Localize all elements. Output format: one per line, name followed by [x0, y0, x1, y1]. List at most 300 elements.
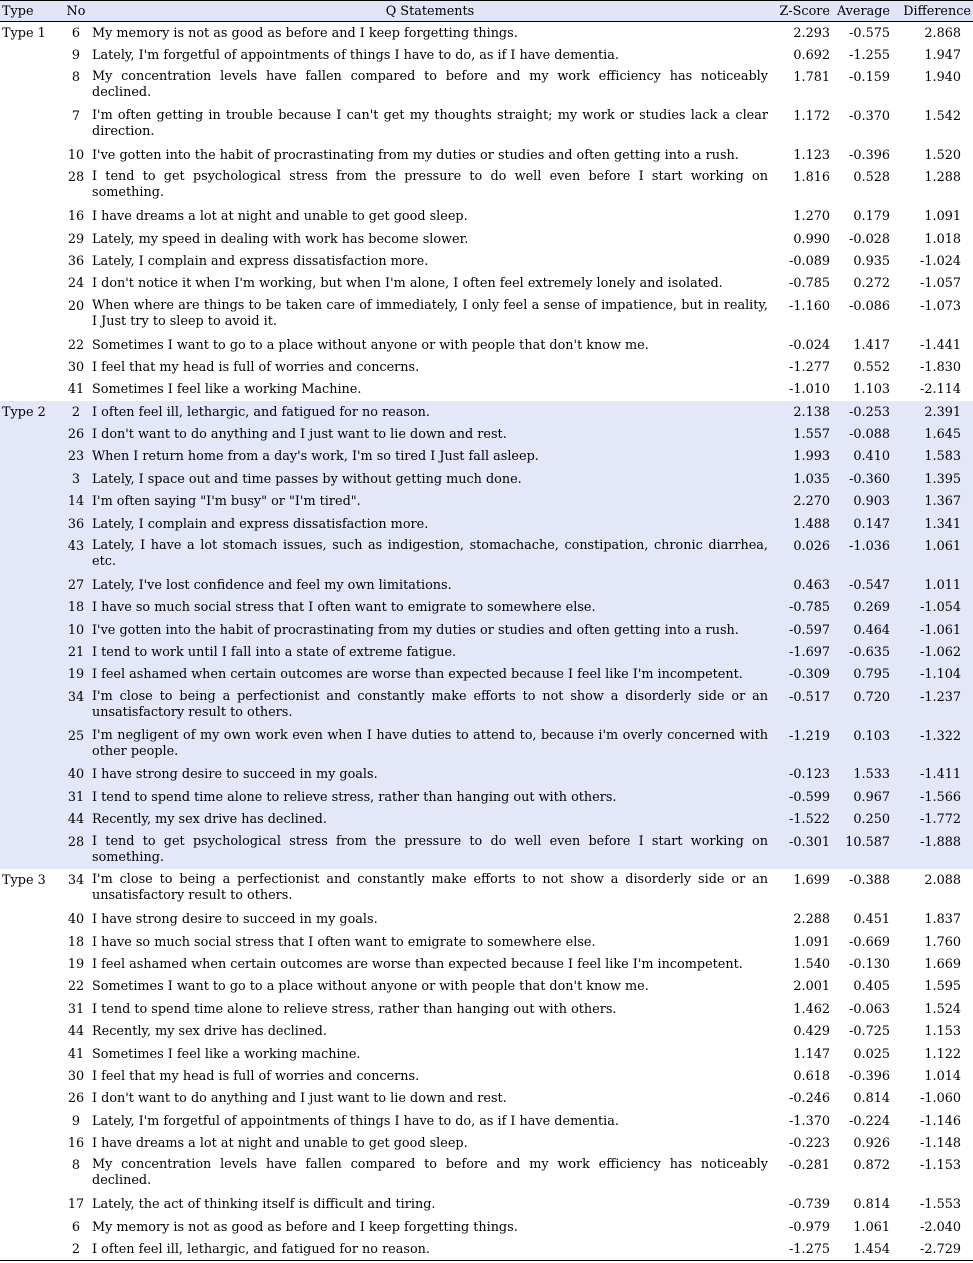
average-cell: 0.552: [853, 359, 890, 375]
type-cell: [0, 295, 62, 334]
statement-text-cell: I feel ashamed when certain outcomes are worse than expected because I feel like I'm incompetent.: [92, 956, 743, 972]
statement-text-cell: I've gotten into the habit of procrastinating from my duties or studies and often getting into a rush.: [92, 147, 739, 163]
table-row: [0, 250, 973, 272]
difference-cell: -1.566: [920, 789, 961, 805]
z-score-cell: 0.618: [793, 1068, 830, 1084]
type-cell: [0, 513, 62, 535]
average-cell: 1.061: [853, 1219, 890, 1235]
z-score-cell: 1.091: [793, 934, 830, 950]
statement-text-cell: I tend to get psychological stress from the pressure to do well even before I start working on something.: [92, 169, 768, 201]
type-cell: [0, 808, 62, 830]
difference-cell: -1.060: [920, 1091, 961, 1107]
difference-cell: 1.542: [924, 109, 961, 125]
z-score-cell: 1.540: [793, 956, 830, 972]
statement-no-cell: 41: [67, 382, 85, 398]
statement-no-cell: 29: [67, 231, 85, 247]
table-row: [0, 144, 973, 166]
statement-text-cell: I've gotten into the habit of procrastinating from my duties or studies and often getting into a rush.: [92, 622, 739, 638]
z-score-cell: -0.309: [789, 667, 830, 683]
average-cell: 0.967: [853, 789, 890, 805]
difference-cell: -1.153: [920, 1158, 961, 1174]
statement-no-cell: 10: [67, 147, 85, 163]
table-row: [0, 1216, 973, 1238]
z-score-cell: -0.089: [789, 253, 830, 269]
statement-no-cell: 18: [67, 600, 85, 616]
table-row: [0, 401, 973, 423]
z-score-cell: 0.463: [793, 577, 830, 593]
statement-no-cell: 28: [67, 834, 85, 850]
statement-text-cell: I have so much social stress that I often want to emigrate to somewhere else.: [92, 934, 596, 950]
z-score-cell: -0.024: [789, 337, 830, 353]
statement-no-cell: 16: [67, 1136, 85, 1152]
statement-no-cell: 3: [71, 471, 81, 487]
statement-text-cell: I tend to spend time alone to relieve stress, rather than hanging out with others.: [92, 1001, 617, 1017]
average-cell: 0.935: [853, 253, 890, 269]
average-cell: -0.253: [849, 404, 890, 420]
statement-no-cell: 21: [67, 645, 85, 661]
type-cell: [0, 66, 62, 105]
header-type: Type: [0, 1, 62, 22]
table-row: [0, 908, 973, 930]
z-score-cell: 0.990: [793, 231, 830, 247]
table-row: [0, 228, 973, 250]
difference-cell: 1.014: [924, 1068, 961, 1084]
difference-cell: -1.148: [920, 1136, 961, 1152]
statement-no-cell: 10: [67, 622, 85, 638]
statement-text-cell: I often feel ill, lethargic, and fatigued for no reason.: [92, 404, 430, 420]
type-cell: [0, 953, 62, 975]
table-body: [0, 22, 973, 1261]
z-score-cell: 1.462: [793, 1001, 830, 1017]
table-row: [0, 808, 973, 830]
table-row: [0, 931, 973, 953]
difference-cell: 1.018: [924, 231, 961, 247]
statement-no-cell: 23: [67, 449, 85, 465]
difference-cell: 1.153: [924, 1024, 961, 1040]
average-cell: 0.720: [853, 689, 890, 705]
statement-no-cell: 43: [67, 539, 85, 555]
statement-no-cell: 22: [67, 979, 85, 995]
average-cell: -0.635: [849, 645, 890, 661]
statement-no-cell: 2: [71, 404, 81, 420]
average-cell: -0.575: [849, 26, 890, 41]
table-row: [0, 596, 973, 618]
statement-no-cell: 26: [67, 427, 85, 443]
statement-no-cell: 28: [67, 170, 85, 186]
statement-text-cell: I'm close to being a perfectionist and constantly make efforts to not show a disorderly side or an unsatisfactory result to others.: [92, 688, 768, 720]
type-cell: [0, 1020, 62, 1042]
type-cell: [0, 998, 62, 1020]
table-row: [0, 1193, 973, 1215]
difference-cell: -1.054: [920, 600, 961, 616]
table-row: [0, 166, 973, 205]
statement-text-cell: My concentration levels have fallen compared to before and my work efficiency has noticeably declined.: [92, 69, 768, 101]
statement-no-cell: 24: [67, 276, 85, 292]
type-cell: [0, 619, 62, 641]
statement-no-cell: 9: [71, 48, 81, 63]
statement-no-cell: 8: [71, 70, 81, 86]
average-cell: -0.130: [849, 956, 890, 972]
statement-text-cell: Sometimes I want to go to a place without anyone or with people that don't know me.: [92, 337, 649, 353]
statement-text-cell: I don't want to do anything and I just want to lie down and rest.: [92, 1091, 507, 1107]
table-row: [0, 975, 973, 997]
type-cell: [0, 908, 62, 930]
table-row: [0, 334, 973, 356]
z-score-cell: -0.739: [789, 1197, 830, 1213]
z-score-cell: 1.123: [793, 147, 830, 163]
z-score-cell: 2.288: [793, 912, 830, 928]
statement-text-cell: Sometimes I want to go to a place without anyone or with people that don't know me.: [92, 979, 649, 995]
statement-no-cell: 26: [67, 1091, 85, 1107]
statement-no-cell: 8: [71, 1158, 81, 1174]
difference-cell: 1.669: [924, 956, 961, 972]
type-cell: Type 2: [2, 404, 46, 420]
type-cell: [0, 596, 62, 618]
average-cell: -1.036: [849, 539, 890, 555]
difference-cell: 1.940: [924, 70, 961, 86]
average-cell: 0.795: [853, 667, 890, 683]
table-row: [0, 356, 973, 378]
type-cell: [0, 166, 62, 205]
table-row: [0, 205, 973, 227]
type-cell: Type 3: [2, 873, 46, 889]
statement-no-cell: 40: [67, 767, 85, 783]
table-row: [0, 66, 973, 105]
table-row: [0, 763, 973, 785]
difference-cell: -1.062: [920, 645, 961, 661]
table-row: [0, 831, 973, 870]
average-cell: -1.255: [849, 48, 890, 63]
difference-cell: 1.645: [924, 427, 961, 443]
table-row: [0, 1132, 973, 1154]
average-cell: -0.159: [849, 70, 890, 86]
table-row: [0, 295, 973, 334]
z-score-cell: -0.301: [789, 834, 830, 850]
difference-cell: 1.341: [924, 516, 961, 532]
average-cell: 0.103: [853, 728, 890, 744]
statement-no-cell: 18: [67, 934, 85, 950]
table-row: [0, 998, 973, 1020]
type-cell: [0, 786, 62, 808]
type-cell: [0, 144, 62, 166]
z-score-cell: 1.557: [793, 427, 830, 443]
statement-text-cell: When where are things to be taken care of immediately, I only feel a sense of impatience, but in reality, I Just try to sleep to avoid it.: [92, 297, 768, 329]
table-row: [0, 423, 973, 445]
average-cell: -0.086: [849, 298, 890, 314]
average-cell: 0.410: [853, 449, 890, 465]
table-header: [0, 1, 973, 22]
statement-text-cell: Lately, I'm forgetful of appointments of things I have to do, as if I have dementia.: [92, 1113, 619, 1129]
type-cell: [0, 250, 62, 272]
z-score-cell: 1.699: [793, 873, 830, 889]
statement-no-cell: 19: [67, 956, 85, 972]
type-cell: [0, 356, 62, 378]
difference-cell: -2.729: [892, 1238, 973, 1261]
type-cell: [0, 1065, 62, 1087]
type-cell: [0, 1043, 62, 1065]
difference-cell: -1.104: [920, 667, 961, 683]
statement-no-cell: 30: [67, 1068, 85, 1084]
difference-cell: -1.322: [920, 728, 961, 744]
statement-text-cell: Recently, my sex drive has declined.: [92, 1024, 327, 1040]
statement-text-cell: Sometimes I feel like a working machine.: [92, 1046, 361, 1062]
statement-text-cell: Lately, I have a lot stomach issues, such as indigestion, stomachache, constipation, chronic diarrhea, etc.: [92, 538, 768, 570]
type-cell: [0, 641, 62, 663]
average-cell: 0.451: [853, 912, 890, 928]
z-score-cell: -1.219: [789, 728, 830, 744]
type-cell: [0, 334, 62, 356]
statement-no-cell: 6: [71, 1219, 81, 1235]
difference-cell: 2.391: [924, 404, 961, 420]
statement-text-cell: I have strong desire to succeed in my goals.: [92, 912, 378, 928]
statement-text-cell: My memory is not as good as before and I keep forgetting things.: [92, 1219, 518, 1235]
statement-text-cell: I feel that my head is full of worries and concerns.: [92, 1068, 420, 1084]
statement-text-cell: I feel that my head is full of worries and concerns.: [92, 359, 420, 375]
difference-cell: -1.237: [920, 689, 961, 705]
average-cell: 10.587: [845, 834, 890, 850]
type-cell: [0, 44, 62, 66]
table-row: [0, 272, 973, 294]
statement-no-cell: 34: [67, 689, 85, 705]
average-cell: 0.179: [853, 209, 890, 225]
z-score-cell: -0.597: [789, 622, 830, 638]
type-cell: [0, 468, 62, 490]
z-score-cell: -0.599: [789, 789, 830, 805]
difference-cell: 1.595: [924, 979, 961, 995]
z-score-cell: 1.781: [793, 70, 830, 86]
statement-text-cell: I have so much social stress that I often want to emigrate to somewhere else.: [92, 600, 596, 616]
average-cell: 0.405: [853, 979, 890, 995]
statement-text-cell: I'm negligent of my own work even when I have duties to attend to, because i'm overly concerned with other people.: [92, 727, 768, 759]
statement-no-cell: 7: [71, 109, 81, 125]
z-score-cell: 2.001: [793, 979, 830, 995]
statement-text-cell: Lately, the act of thinking itself is difficult and tiring.: [92, 1197, 436, 1213]
z-score-cell: -0.517: [789, 689, 830, 705]
table-row: [0, 490, 973, 512]
average-cell: 1.533: [853, 767, 890, 783]
statement-no-cell: 34: [67, 873, 85, 889]
average-cell: 0.464: [853, 622, 890, 638]
type-cell: [0, 490, 62, 512]
average-cell: -0.028: [849, 231, 890, 247]
average-cell: -0.088: [849, 427, 890, 443]
z-score-cell: 0.026: [793, 539, 830, 555]
average-cell: 0.272: [853, 276, 890, 292]
z-score-cell: -0.785: [789, 600, 830, 616]
difference-cell: 1.760: [924, 934, 961, 950]
statement-text-cell: I feel ashamed when certain outcomes are worse than expected because I feel like I'm incompetent.: [92, 667, 743, 683]
statement-text-cell: I don't notice it when I'm working, but when I'm alone, I often feel extremely lonely and isolated.: [92, 276, 723, 292]
statement-text-cell: Lately, I complain and express dissatisfaction more.: [92, 253, 429, 269]
difference-cell: -1.441: [920, 337, 961, 353]
type-cell: [0, 1216, 62, 1238]
average-cell: 0.269: [853, 600, 890, 616]
z-score-cell: -0.246: [789, 1091, 830, 1107]
statement-no-cell: 31: [67, 1001, 85, 1017]
average-cell: 0.872: [853, 1158, 890, 1174]
table-row: [0, 1065, 973, 1087]
header-row: [0, 1, 973, 22]
type-cell: [0, 378, 62, 400]
table-row: [0, 1154, 973, 1193]
difference-cell: -1.553: [920, 1197, 961, 1213]
z-score-cell: 2.293: [793, 26, 830, 41]
average-cell: -0.396: [849, 1068, 890, 1084]
difference-cell: -1.772: [920, 812, 961, 828]
type-cell: [0, 975, 62, 997]
type-cell: [0, 931, 62, 953]
difference-cell: -1.057: [920, 276, 961, 292]
difference-cell: 1.122: [924, 1046, 961, 1062]
table-row: [0, 22, 973, 45]
header-difference: Difference: [892, 1, 973, 22]
statement-text-cell: I have strong desire to succeed in my goals.: [92, 767, 378, 783]
average-cell: 1.103: [853, 382, 890, 398]
difference-cell: 2.868: [924, 26, 961, 41]
table-row: [0, 1043, 973, 1065]
difference-cell: -1.146: [920, 1113, 961, 1129]
difference-cell: -1.411: [920, 767, 961, 783]
z-score-cell: -0.123: [789, 767, 830, 783]
statement-text-cell: I have dreams a lot at night and unable to get good sleep.: [92, 209, 468, 225]
difference-cell: 1.837: [924, 912, 961, 928]
average-cell: 0.528: [853, 170, 890, 186]
table-row: [0, 378, 973, 400]
z-score-cell: -0.979: [789, 1219, 830, 1235]
difference-cell: 1.367: [924, 494, 961, 510]
header-z-score: Z-Score: [770, 1, 832, 22]
z-score-cell: 1.172: [793, 109, 830, 125]
statement-no-cell: 44: [67, 1024, 85, 1040]
statement-no-cell: 25: [67, 728, 85, 744]
table-row: [0, 468, 973, 490]
difference-cell: -1.830: [920, 359, 961, 375]
average-cell: -0.360: [849, 471, 890, 487]
average-cell: -0.669: [849, 934, 890, 950]
statement-text-cell: Lately, my speed in dealing with work has become slower.: [92, 231, 469, 247]
difference-cell: 1.061: [924, 539, 961, 555]
z-score-cell: -1.697: [789, 645, 830, 661]
statement-text-cell: I'm often getting in trouble because I can't get my thoughts straight; my work or studies lack a clear direction.: [92, 108, 768, 140]
difference-cell: 1.288: [924, 170, 961, 186]
difference-cell: -2.114: [920, 382, 961, 398]
z-score-cell: -0.785: [789, 276, 830, 292]
statement-no-cell: 17: [67, 1197, 85, 1213]
table-row: [0, 619, 973, 641]
average-cell: -0.370: [849, 109, 890, 125]
table-row: [0, 1238, 973, 1261]
average-cell: -0.388: [849, 873, 890, 889]
table-row: [0, 513, 973, 535]
z-score-cell: -1.275: [770, 1238, 832, 1261]
difference-cell: 2.088: [924, 873, 961, 889]
table-row: [0, 686, 973, 725]
difference-cell: 1.091: [924, 209, 961, 225]
statement-text-cell: Lately, I complain and express dissatisfaction more.: [92, 516, 429, 532]
table-row: [0, 869, 973, 908]
z-score-cell: -1.522: [789, 812, 830, 828]
table-row: [0, 1087, 973, 1109]
table-row: [0, 953, 973, 975]
average-cell: 1.417: [853, 337, 890, 353]
difference-cell: 1.520: [924, 147, 961, 163]
type-cell: [0, 105, 62, 144]
type-cell: [0, 535, 62, 574]
type-cell: [0, 1193, 62, 1215]
statement-text-cell: Lately, I'm forgetful of appointments of things I have to do, as if I have dementia.: [92, 48, 619, 63]
type-cell: [0, 1132, 62, 1154]
table-row: [0, 105, 973, 144]
average-cell: 0.814: [853, 1197, 890, 1213]
type-cell: [0, 686, 62, 725]
statement-no-cell: 22: [67, 337, 85, 353]
average-cell: 1.454: [832, 1238, 892, 1261]
header-average: Average: [832, 1, 892, 22]
statement-text-cell: I often feel ill, lethargic, and fatigued for no reason.: [90, 1238, 770, 1261]
average-cell: -0.224: [849, 1113, 890, 1129]
z-score-cell: 1.816: [793, 170, 830, 186]
average-cell: 0.250: [853, 812, 890, 828]
z-score-cell: 0.692: [793, 48, 830, 63]
z-score-cell: 1.993: [793, 449, 830, 465]
table-row: [0, 663, 973, 685]
average-cell: 0.903: [853, 494, 890, 510]
type-cell: [0, 725, 62, 764]
difference-cell: 1.011: [924, 577, 961, 593]
statement-no-cell: 36: [67, 516, 85, 532]
table-row: [0, 574, 973, 596]
statement-no-cell: 20: [67, 298, 85, 314]
average-cell: -0.547: [849, 577, 890, 593]
statement-text-cell: I'm close to being a perfectionist and constantly make efforts to not show a disorderly side or an unsatisfactory result to others.: [92, 872, 768, 904]
statement-no-cell: 9: [71, 1113, 81, 1129]
z-score-cell: 1.488: [793, 516, 830, 532]
type-cell: [0, 1110, 62, 1132]
z-score-cell: 1.147: [793, 1046, 830, 1062]
z-score-cell: 1.270: [793, 209, 830, 225]
statement-text-cell: My concentration levels have fallen compared to before and my work efficiency has noticeably declined.: [92, 1157, 768, 1189]
statement-text-cell: I don't want to do anything and I just want to lie down and rest.: [92, 427, 507, 443]
type-cell: [0, 1154, 62, 1193]
type-cell: [0, 423, 62, 445]
statement-text-cell: I tend to spend time alone to relieve stress, rather than hanging out with others.: [92, 789, 617, 805]
statement-text-cell: When I return home from a day's work, I'm so tired I Just fall asleep.: [92, 449, 539, 465]
statement-text-cell: I tend to work until I fall into a state of extreme fatigue.: [92, 645, 457, 661]
table-row: [0, 641, 973, 663]
statement-text-cell: Lately, I space out and time passes by without getting much done.: [92, 471, 522, 487]
difference-cell: 1.947: [924, 48, 961, 63]
statement-no-cell: 2: [62, 1238, 90, 1261]
statement-no-cell: 19: [67, 667, 85, 683]
type-cell: [0, 831, 62, 870]
type-cell: [0, 205, 62, 227]
type-cell: Type 1: [2, 26, 46, 41]
statement-text-cell: My memory is not as good as before and I keep forgetting things.: [92, 26, 518, 41]
statement-text-cell: I have dreams a lot at night and unable to get good sleep.: [92, 1136, 468, 1152]
statement-no-cell: 30: [67, 359, 85, 375]
average-cell: 0.814: [853, 1091, 890, 1107]
type-cell: [0, 1087, 62, 1109]
difference-cell: -2.040: [920, 1219, 961, 1235]
header-statements: Q Statements: [90, 1, 770, 22]
statement-no-cell: 41: [67, 1046, 85, 1062]
statement-text-cell: Lately, I've lost confidence and feel my own limitations.: [92, 577, 452, 593]
statement-no-cell: 44: [67, 812, 85, 828]
type-cell: [0, 1238, 62, 1261]
average-cell: -0.396: [849, 147, 890, 163]
average-cell: 0.926: [853, 1136, 890, 1152]
z-score-cell: -1.370: [789, 1113, 830, 1129]
